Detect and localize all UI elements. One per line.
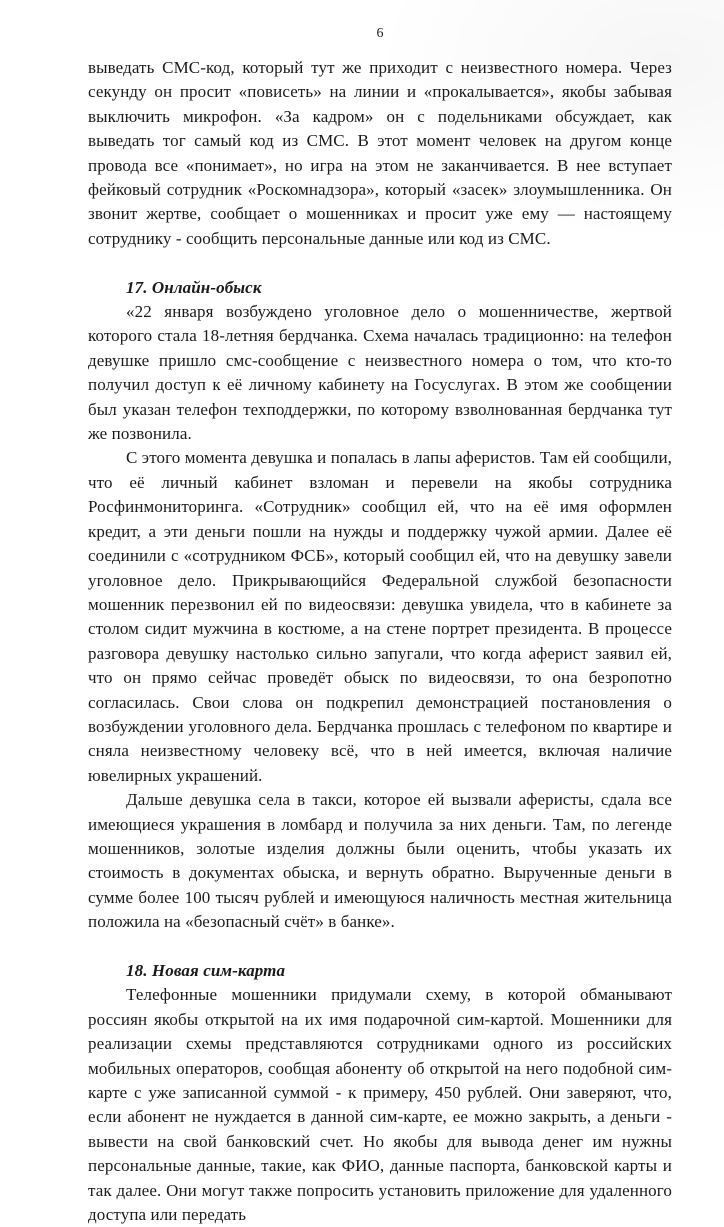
page-number: 6 bbox=[376, 26, 384, 41]
intro-paragraph: выведать СМС-код, который тут же приходит с неизвестного номера. Через секунду он просит «повисеть» на линии и «прокалывается», якобы забывая выключить микрофон. «За кадром» он с подельниками обсуждает, как выведать тог самый код из СМС. В этот момент человек на другом конце провода все «понимает», но игра на этом не заканчивается. В нее вступает фейковый сотрудник «Роскомнадзора», который «засек» злоумышленника. Он звонит жертве, сообщает о мошенниках и просит уже ему — настоящему сотруднику - сообщить персональные данные или код из СМС. bbox=[88, 58, 672, 248]
section-18-paragraph-1: Телефонные мошенники придумали схему, в которой обманывают россиян якобы открытой на их имя подарочной сим-картой. Мошенники для реализации схемы представляются сотрудниками одного из российских мобильных операторов, сообщая абоненту об открытой на него подобной сим-карте с уже записанной суммой - к примеру, 450 рублей. Они заверяют, что, если абонент не нуждается в данной сим-карте, ее можно закрыть, а деньги - вывести на свой банковский счет. Но якобы для вывода денег им нужны персональные данные, такие, как ФИО, данные паспорта, банковской карты и так далее. Они могут также попросить установить приложение для удаленного доступа или передать bbox=[88, 985, 672, 1225]
section-18-heading: 18. Новая сим-карта bbox=[126, 961, 286, 980]
document-body bbox=[88, 56, 672, 1227]
section-17-paragraph-2: С этого момента девушка и попалась в лапы аферистов. Там ей сообщили, что её личный кабинет взломан и перевели на якобы сотрудника Росфинмониторинга. «Сотрудник» сообщил ей, что на её имя оформлен кредит, а эти деньги пошли на нужды и поддержку чужой армии. Далее её соединили с «сотрудником ФСБ», который сообщил ей, что на девушку завели уголовное дело. Прикрывающийся Федеральной службой безопасности мошенник перезвонил ей по видеосвязи: девушка увидела, что в кабинете за столом сидит мужчина в костюме, а на стене портрет президента. В процессе разговора девушку настолько сильно запугали, что когда аферист заявил ей, что он прямо сейчас проведёт обыск по видеосвязи, то она безропотно согласилась. Свои слова он подкрепил демонстрацией постановления о возбуждении уголовного дела. Бердчанка прошлась с телефоном по квартире и сняла неизвестному человеку всё, что в ней имеется, включая наличие ювелирных украшений. bbox=[88, 448, 672, 785]
section-17-paragraph-1: «22 января возбуждено уголовное дело о мошенничестве, жертвой которого стала 18-летняя бердчанка. Схема началась традиционно: на телефон девушке пришло смс-сообщение с неизвестного номера о том, что кто-то получил доступ к её личному кабинету на Госуслугах. В этом же сообщении был указан телефон техподдержки, по которому взволнованная бердчанка тут же позвонила. bbox=[88, 302, 672, 444]
section-17-heading: 17. Онлайн-обыск bbox=[126, 277, 262, 297]
section-17-paragraph-3: Дальше девушка села в такси, которое ей вызвали аферисты, сдала все имеющиеся украшения в ломбард и получила за них деньги. Там, по легенде мошенников, золотые изделия должны были оценить, чтобы указать их стоимость в документах обыска, и вернуть обратно. Вырученные деньги в сумме более 100 тысяч рублей и имеющуюся наличность местная жительница положила на «безопасный счёт» в банке». bbox=[88, 790, 672, 932]
